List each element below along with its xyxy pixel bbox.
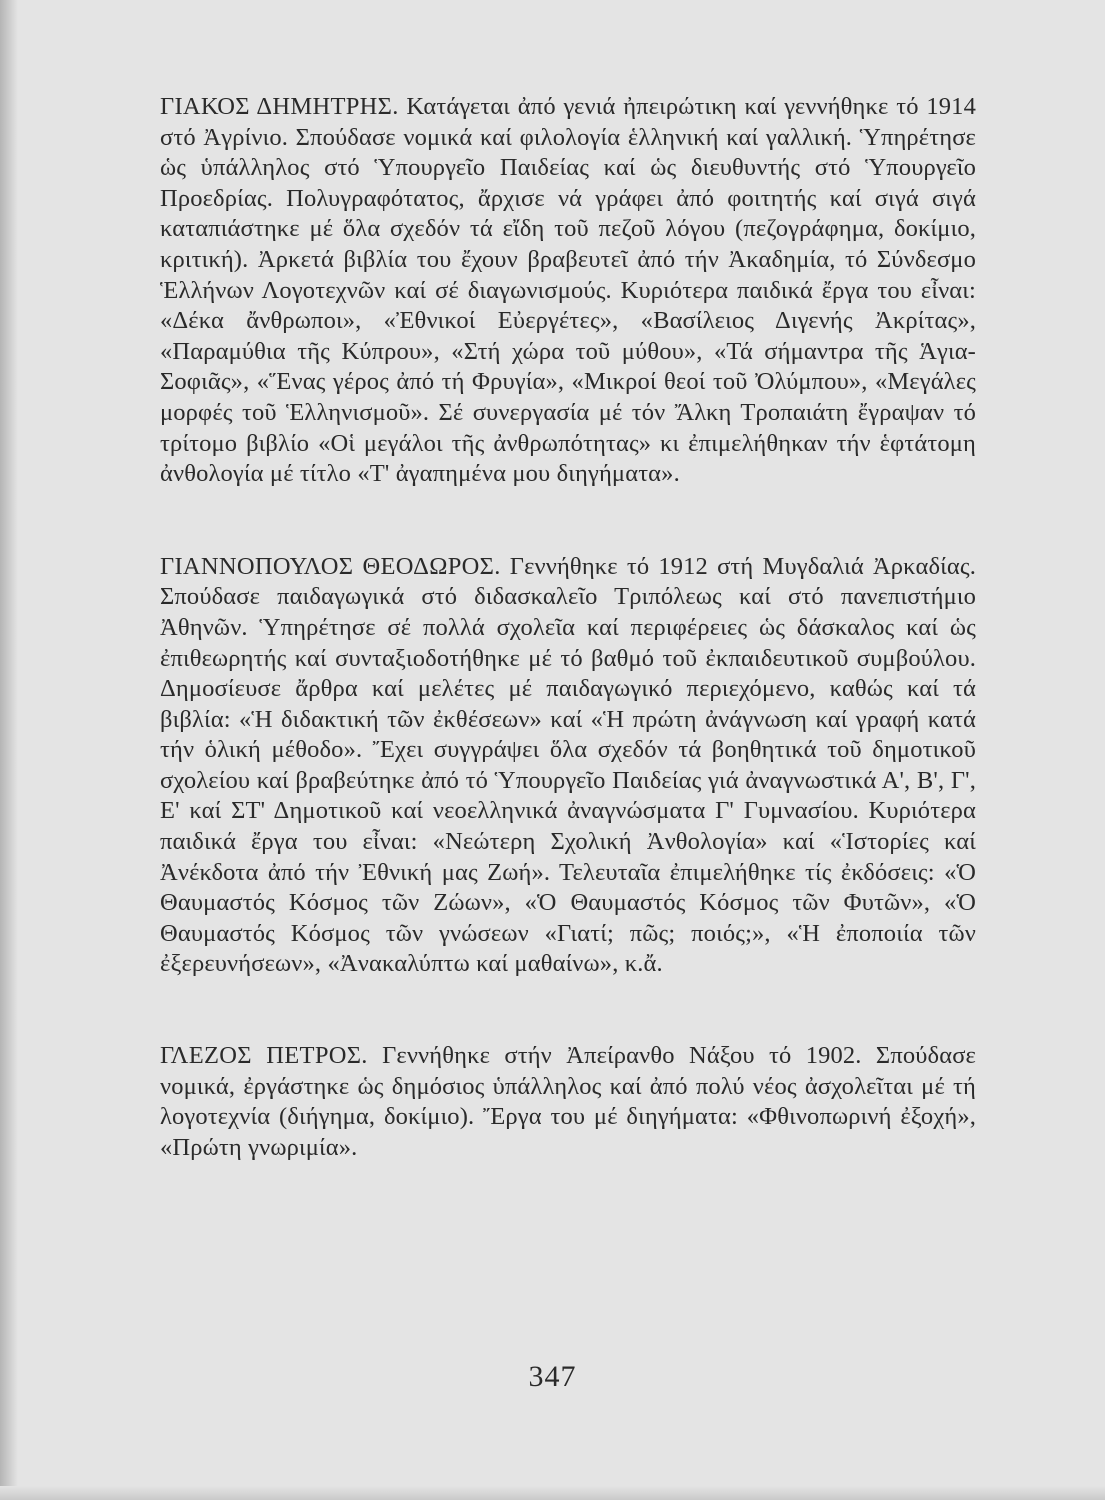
text-column [160, 92, 976, 1163]
page-edge-shadow [0, 0, 18, 1500]
biography-text: Γεννήθηκε τό 1912 στή Μυγδαλιά Ἀρκαδίας. Σπούδασε παιδαγωγικά στό διδασκαλεῖο Τριπόλεως καί στό πανεπιστήμιο Ἀθηνῶν. Ὑπηρέτησε σέ πολλά σχολεῖα καί περιφέρειες ὡς δάσκαλος καί ὡς ἐπιθεωρητής καί συνταξιοδοτήθηκε μέ τό βαθμό τοῦ ἐκπαιδευτικοῦ συμβούλου. Δημοσίευσε ἄρθρα καί μελέτες μέ παιδαγωγικό περιεχόμενο, καθώς καί τά βιβλία: «Ἡ διδακτική τῶν ἐκθέσεων» καί «Ἡ πρώτη ἀνάγνωση καί γραφή κατά τήν ὁλική μέθοδο». Ἔχει συγγράψει ὅλα σχεδόν τά βοηθητικά τοῦ δημοτικοῦ σχολείου καί βραβεύτηκε ἀπό τό Ὑπουργεῖο Παιδείας γιά ἀναγνωστικά Α', Β', Γ', Ε' καί ΣΤ' Δημοτικοῦ καί νεοελληνικά ἀναγνώσματα Γ' Γυμνασίου. Κυριότερα παιδικά ἔργα του εἶναι: «Νεώτερη Σχολική Ἀνθολογία» καί «Ἱστορίες καί Ἀνέκδοτα ἀπό τήν Ἐθνική μας Ζωή». Τελευταῖα ἐπιμελήθηκε τίς ἐκδόσεις: «Ὁ Θαυμαστός Κόσμος τῶν Ζώων», «Ὁ Θαυμαστός Κόσμος τῶν Φυτῶν», «Ὁ Θαυμαστός Κόσμος τῶν γνώσεων «Γιατί; πῶς; ποιός;», «Ἡ ἐποποιία τῶν ἐξερευνήσεων», «Ἀνακαλύπτω καί μαθαίνω», κ.ἄ. [160, 552, 976, 978]
author-name: ΓΙΑΚΟΣ ΔΗΜΗΤΡΗΣ. [160, 93, 399, 120]
page-number: 347 [528, 1360, 577, 1393]
biography-text: Γεννήθηκε στήν Ἀπείρανθο Νάξου τό 1902. Σπούδασε νομικά, ἐργάστηκε ὡς δημόσιος ὑπάλληλος καί ἀπό πολύ νέος ἀσχολεῖται μέ τή λογοτεχνία (διήγημα, δοκίμιο). Ἔργα του μέ διηγήματα: «Φθινοπωρινή ἐξοχή», «Πρώτη γνωριμία». [160, 1042, 976, 1161]
biography-entry [160, 552, 976, 980]
biography-entry [160, 92, 976, 490]
author-name: ΓΙΑΝΝΟΠΟΥΛΟΣ ΘΕΟΔΩΡΟΣ. [160, 552, 501, 580]
biography-text: Κατάγεται ἀπό γενιά ἠπειρώτικη καί γεννήθηκε τό 1914 στό Ἀγρίνιο. Σπούδασε νομικά καί φιλολογία ἑλληνική καί γαλλική. Ὑπηρέτησε ὡς ὑπάλληλος στό Ὑπουργεῖο Παιδείας καί ὡς διευθυντής στό Ὑπουργεῖο Προεδρίας. Πολυγραφότατος, ἄρχισε νά γράφει ἀπό φοιτητής καί σιγά σιγά καταπιάστηκε μέ ὅλα σχεδόν τά εἴδη τοῦ πεζοῦ λόγου (πεζογράφημα, δοκίμιο, κριτική). Ἀρκετά βιβλία του ἔχουν βραβευτεῖ ἀπό τήν Ἀκαδημία, τό Σύνδεσμο Ἑλλήνων Λογοτεχνῶν καί σέ διαγωνισμούς. Κυριότερα παιδικά ἔργα του εἶναι: «Δέκα ἄνθρωποι», «Ἐθνικοί Εὐεργέτες», «Βασίλειος Διγενής Ἀκρίτας», «Παραμύθια τῆς Κύπρου», «Στή χώρα τοῦ μύθου», «Τά σήμαντρα τῆς Ἁγια-Σοφιᾶς», «Ἕνας γέρος ἀπό τή Φρυγία», «Μικροί θεοί τοῦ Ὀλύμπου», «Μεγάλες μορφές τοῦ Ἑλληνισμοῦ». Σέ συνεργασία μέ τόν Ἄλκη Τροπαιάτη ἔγραψαν τό τρίτομο βιβλίο «Οἱ μεγάλοι τῆς ἀνθρωπότητας» κι ἐπιμελήθηκαν τήν ἑφτάτομη ἀνθολογία μέ τίτλο «Τ' ἀγαπημένα μου διηγήματα». [160, 93, 976, 488]
author-name: ΓΛΕΖΟΣ ΠΕΤΡΟΣ. [160, 1042, 368, 1070]
page-bottom-shadow [0, 1486, 1105, 1500]
biography-entry [160, 1041, 976, 1163]
